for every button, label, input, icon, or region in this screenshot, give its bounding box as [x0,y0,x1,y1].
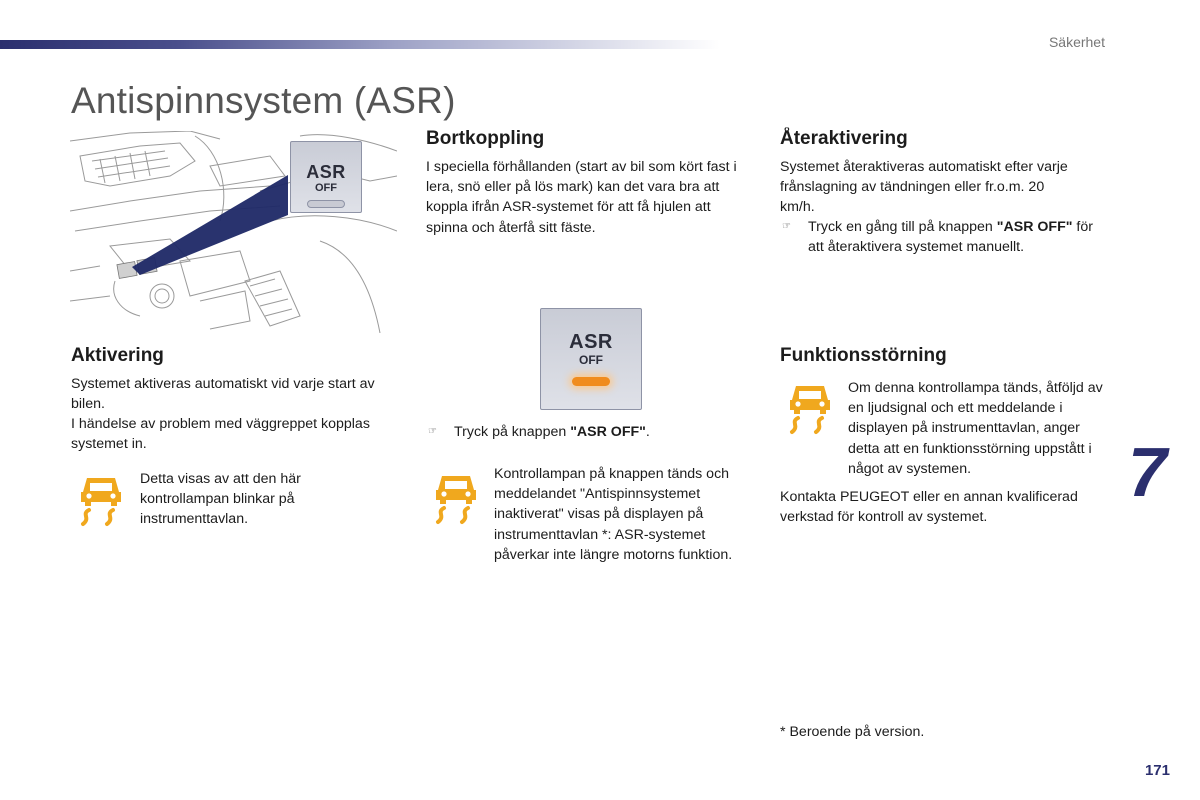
ateraktivering-bullet: Tryck en gång till på knappen "ASR OFF" för att återaktivera systemet manuellt. [808,219,1093,256]
lamp-on-indicator [572,377,610,386]
asr-off-button [540,308,642,410]
funktionsstorning-icon-note: Om denna kontrollampa tänds, åtföljd av en ljudsignal och ett meddelande i displayen på instrumenttavlan, anger detta att en funktionsstörning uppstått i något av systemen. [848,380,1103,477]
page-title: Antispinnsystem (ASR) [71,80,456,121]
dashboard-illustration [70,131,397,333]
aktivering-icon-note: Detta visas av att den här kontrollampan blinkar på instrumenttavlan. [140,471,301,528]
lamp-off-indicator [307,200,345,208]
heading-ateraktivering: Återaktivering [780,128,908,149]
asr-off-button-zoom [290,141,362,213]
heading-funktionsstorning: Funktionsstörning [780,345,947,366]
bortkoppling-bullet: Tryck på knappen "ASR OFF". [454,424,650,440]
section-title: Säkerhet [1048,34,1105,50]
skid-warning-icon [77,474,125,528]
footnote: * Beroende på version. [780,724,925,740]
bullet-marker: ☞ [428,426,437,437]
heading-bortkoppling: Bortkoppling [426,128,545,149]
aktivering-text-2: I händelse av problem med väggreppet kopplas systemet in. [71,416,370,453]
skid-warning-icon [786,382,834,436]
off-label: OFF [579,353,603,367]
asr-label: ASR [569,331,613,353]
off-label: OFF [315,182,337,194]
funktionsstorning-text: Kontakta PEUGEOT eller en annan kvalificerad verkstad för kontroll av systemet. [780,489,1078,526]
skid-warning-icon [432,472,480,526]
heading-aktivering: Aktivering [71,345,164,366]
bullet-marker: ☞ [782,221,791,232]
asr-label: ASR [306,162,346,182]
page-number: 171 [1144,762,1170,779]
header-gradient-bar [0,40,720,49]
bortkoppling-icon-note: Kontrollampan på knappen tänds och meddelandet "Antispinnsystemet inaktiverat" visas på displayen på instrumenttavlan *: ASR-systemet påverkar inte längre motorns funktion. [494,466,733,563]
bortkoppling-text: I speciella förhållanden (start av bil som kört fast i lera, snö eller på lös mark) kan det vara bra att koppla ifrån ASR-systemet för att få hjulen att spinna och återfå sitt fäste. [426,159,737,236]
chapter-number: 7 [1128,433,1167,511]
aktivering-text-1: Systemet aktiveras automatiskt vid varje start av bilen. [71,376,375,413]
ateraktivering-text: Systemet återaktiveras automatiskt efter varje frånslagning av tändningen eller fr.o.m. 20 km/h. [780,159,1068,216]
